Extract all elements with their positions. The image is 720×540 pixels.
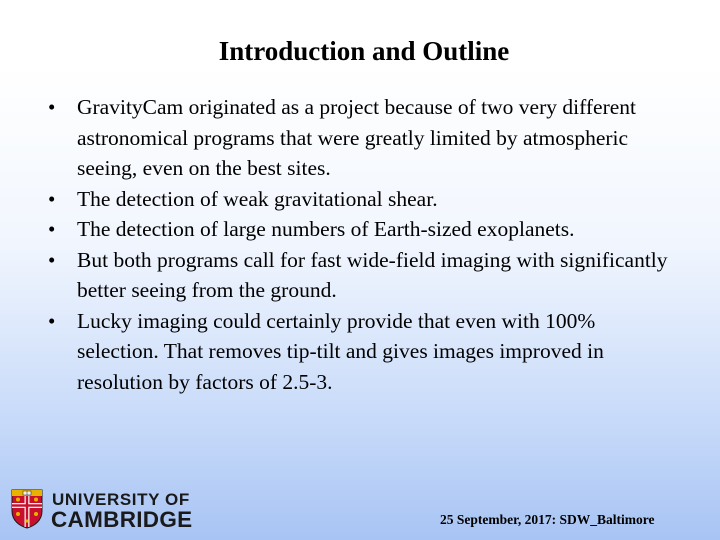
slide-title: Introduction and Outline <box>218 36 510 66</box>
bullet-text: The detection of large numbers of Earth-sized exoplanets. <box>77 217 575 241</box>
bullet-item <box>48 184 678 215</box>
logo-text-line2: CAMBRIDGE <box>51 507 193 532</box>
bullet-dot: • <box>48 308 56 333</box>
bullet-text: Lucky imaging could certainly provide that even with 100% selection. That removes tip-tilt and gives images improved in resolution by factors of 2.5-3. <box>77 308 604 394</box>
bullet-dot: • <box>48 247 56 272</box>
bullet-text: GravityCam originated as a project because of two very different astronomical programs that were greatly limited by atmospheric seeing, even on the best sites. <box>77 95 636 180</box>
cambridge-shield-icon <box>11 489 43 529</box>
logo-text-line1: UNIVERSITY OF <box>52 490 190 509</box>
bullet-item <box>48 214 678 245</box>
bullet-item <box>48 306 678 398</box>
bullet-dot: • <box>48 186 56 211</box>
bullet-list <box>48 92 678 397</box>
bullet-text: The detection of weak gravitational shear. <box>77 186 438 211</box>
bullet-dot: • <box>48 217 56 241</box>
footer-text: 25 September, 2017: SDW_Baltimore <box>440 512 655 527</box>
bullet-item <box>48 245 678 306</box>
bullet-item <box>48 92 678 184</box>
bullet-text: But both programs call for fast wide-field imaging with significantly better seeing from the ground. <box>77 247 668 302</box>
bullet-dot: • <box>48 95 56 119</box>
university-logo <box>11 489 191 533</box>
